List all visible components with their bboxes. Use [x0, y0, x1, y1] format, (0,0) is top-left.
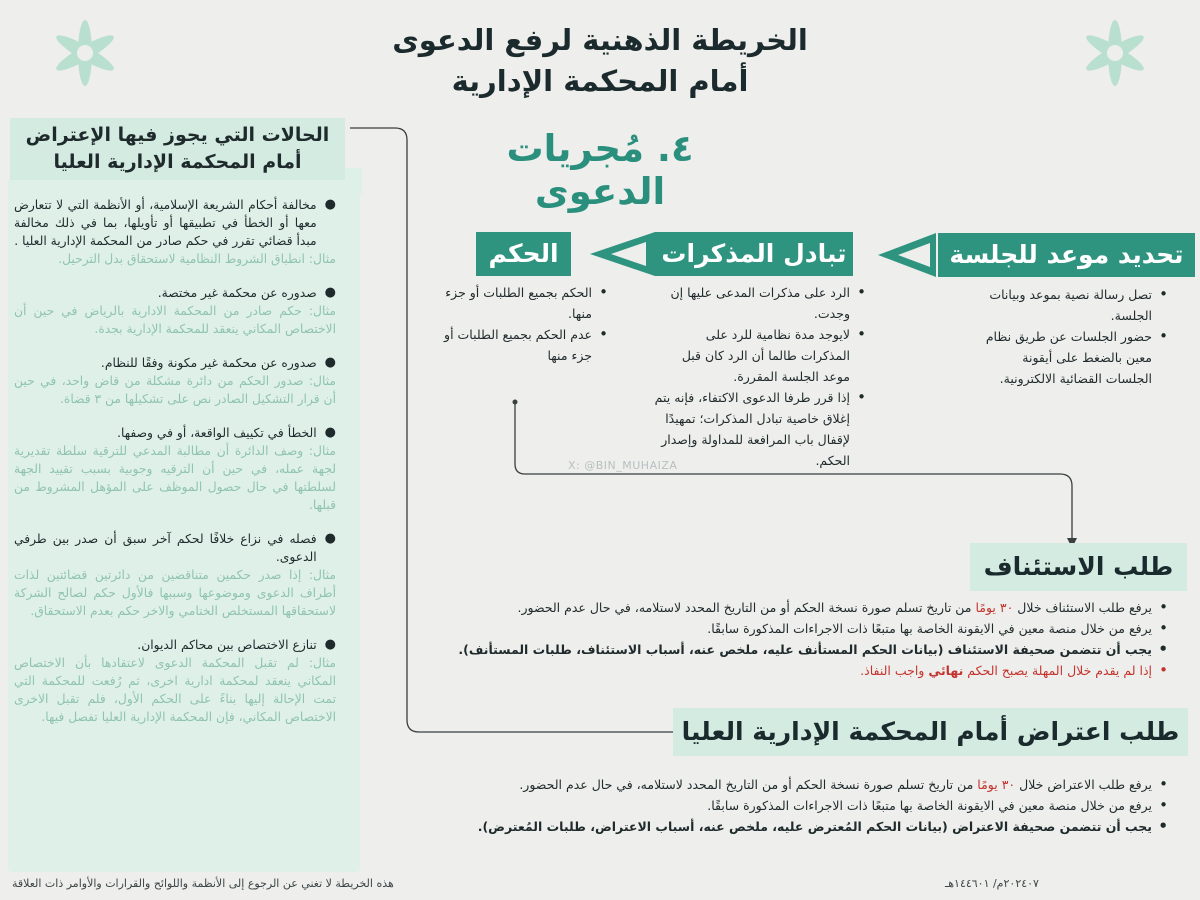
case-example: مثال: حكم صادر من المحكمة الادارية بالرياض في حين أن الاختصاص المكاني ينعقد للمحكمة الإدارية بجدة.	[14, 304, 336, 336]
case-text: صدوره عن محكمة غير مختصة.	[157, 286, 317, 300]
list-item: ● صدوره عن محكمة غير مختصة. مثال: حكم صادر من المحكمة الادارية بالرياض في حين أن الاختصاص المكاني ينعقد للمحكمة الإدارية بجدة.	[14, 285, 336, 336]
deadline-highlight: ٣٠ يومًا	[975, 600, 1014, 615]
list-item: ● صدوره عن محكمة غير مكونة وفقًا للنظام. مثال: صدور الحكم من دائرة مشكلة من قاض واحد، في حين أن قرار التشكيل الصادر نص على تشكيلها من ٣ قضاة.	[14, 355, 336, 406]
case-text: تنازع الاختصاص بين محاكم الديوان.	[137, 638, 317, 652]
case-example: مثال: صدور الحكم من دائرة مشكلة من قاض واحد، في حين أن قرار التشكيل الصادر نص على تشكيلها من ٣ قضاة.	[14, 374, 336, 406]
objection-bullets	[425, 774, 1170, 837]
list-item: • الحكم بجميع الطلبات أو جزء منها.	[420, 282, 610, 324]
list-item: • يرفع طلب الاستئناف خلال ٣٠ يومًا من تاريخ تسلم صورة نسخة الحكم أو من التاريخ المحدد لاستلامه، في حال عدم الحضور.	[425, 597, 1170, 618]
title-line-1: الخريطة الذهنية لرفع الدعوى	[392, 23, 808, 57]
list-item: ● مخالفة أحكام الشريعة الإسلامية، أو الأنظمة التي لا تتعارض معها أو الخطأ في تطبيقها أو تأويلها، بما في ذلك مخالفة مبدأ قضائي تقرر في حكم صادر من المحكمة الإدارية العليا . مثال: انطباق الشروط النظامية لاستحقاق بدل الترحيل.	[14, 197, 336, 266]
case-example: مثال: إذا صدر حكمين متناقضين من دائرتين قضائتين لذات أطراف الدعوى وموضوعها وسببها فالأول حكم لصالح الشركة لاستحقاقها المستخلص الختامي والاخر حكم بعدم الاستحقاق.	[14, 568, 336, 618]
footer-date: ٢٠٢٤٠٧م/ ١٤٤٦٠١هـ	[945, 877, 1039, 890]
list-item: • يرفع طلب الاعتراض خلال ٣٠ يومًا من تاريخ تسلم صورة نسخة الحكم أو من التاريخ المحدد لاستلامه، في حال عدم الحضور.	[425, 774, 1170, 795]
list-item: • يجب أن تتضمن صحيفة الاعتراض (بيانات الحكم المُعترض عليه، ملخص عنه، أسباب الاعتراض، طلبات المُعترض).	[425, 816, 1170, 837]
sidebar-list	[14, 196, 336, 742]
watermark: X: @BIN_MUHAIZA	[568, 459, 678, 472]
sidebar-heading-line-1: الحالات التي يجوز فيها الإعتراض	[25, 124, 330, 146]
step2-bullets	[653, 282, 868, 471]
footer-note: هذه الخريطة لا تغني عن الرجوع إلى الأنظمة واللوائح والقرارات والأوامر ذات العلاقة	[12, 877, 394, 890]
list-item: • حضور الجلسات عن طريق نظام معين بالضغط على أيقونة الجلسات القضائية الالكترونية.	[980, 326, 1170, 389]
list-item: • عدم الحكم بجميع الطلبات أو جزء منها	[420, 324, 610, 366]
case-text: صدوره عن محكمة غير مكونة وفقًا للنظام.	[100, 356, 317, 370]
list-item: • الرد على مذكرات المدعى عليها إن وجدت.	[653, 282, 868, 324]
title-line-2: أمام المحكمة الإدارية	[451, 64, 749, 98]
case-example: مثال: لم تقبل المحكمة الدعوى لاعتقادها بأن الاختصاص المكاني ينعقد لمحكمة ادارية اخرى، ثم رُفعت للمحكمة التي تمت الإحالة إليها بناءً على الحكم الأول، فلم تقبل الاخرى الاختصاص المكاني، فإن المحكمة الإدارية العليا تفصل فيها.	[14, 656, 336, 724]
arrow-cutout	[898, 243, 930, 267]
list-item: ● فصله في نزاع خلافًا لحكم آخر سبق أن صدر بين طرفي الدعوى. مثال: إذا صدر حكمين متناقضين من دائرتين قضائتين لذات أطراف الدعوى وموضوعها وسببها فالأول حكم لصالح الشركة لاستحقاقها المستخلص الختامي والاخر حكم بعدم الاستحقاق.	[14, 531, 336, 618]
section-title: ٤. مُجريات الدعوى	[506, 127, 694, 213]
list-item: • لايوجد مدة نظامية للرد على المذكرات طالما أن الرد كان قبل موعد الجلسة المقررة.	[653, 324, 868, 387]
step-schedule-session: تحديد موعد للجلسة	[938, 233, 1195, 277]
step-judgment: الحكم	[476, 232, 571, 276]
sidebar-heading	[10, 118, 345, 180]
appeal-bullets	[425, 597, 1170, 681]
list-item: • يرفع من خلال منصة معين في الايقونة الخاصة بها متبعًا ذات الاجراءات المذكورة سابقًا.	[425, 795, 1170, 816]
objection-heading: طلب اعتراض أمام المحكمة الإدارية العليا	[673, 708, 1188, 756]
step1-bullets	[980, 284, 1170, 389]
deadline-highlight: ٣٠ يومًا	[977, 777, 1016, 792]
list-item: • إذا قرر طرفا الدعوى الاكتفاء، فإنه يتم إغلاق خاصية تبادل المذكرات؛ تمهيدًا لإقفال باب المرافعة للمداولة وإصدار الحكم.	[653, 387, 868, 471]
list-item: • إذا لم يقدم خلال المهلة يصبح الحكم نهائي واجب النفاذ.	[425, 660, 1170, 681]
list-item: • تصل رسالة نصية بموعد وبيانات الجلسة.	[980, 284, 1170, 326]
arrow-cutout	[611, 242, 646, 266]
step3-bullets	[420, 282, 610, 366]
list-item: • يرفع من خلال منصة معين في الايقونة الخاصة بها متبعًا ذات الاجراءات المذكورة سابقًا.	[425, 618, 1170, 639]
step-exchange-memos: تبادل المذكرات	[655, 232, 853, 276]
case-example: مثال: انطباق الشروط النظامية لاستحقاق بدل الترحيل.	[58, 252, 336, 266]
case-text: مخالفة أحكام الشريعة الإسلامية، أو الأنظمة التي لا تتعارض معها أو الخطأ في تطبيقها أو تأويلها، بما في ذلك مخالفة مبدأ قضائي تقرر في حكم صادر من المحكمة الإدارية العليا .	[14, 198, 317, 248]
list-item: ● الخطأ في تكييف الواقعة، أو في وصفها. مثال: وصف الدائرة أن مطالبة المدعي للترقية سلطة تقديرية لجهة عمله، في حين أن الترقيه وجوبية بسبب تقييد الجهة لسلطتها في حال حصول الموظف على المؤهل المشروط من قبلها.	[14, 425, 336, 512]
list-item: ● تنازع الاختصاص بين محاكم الديوان. مثال: لم تقبل المحكمة الدعوى لاعتقادها بأن الاختصاص المكاني ينعقد لمحكمة ادارية اخرى، ثم رُفعت للمحكمة التي تمت الإحالة إليها بناءً على الحكم الأول، فلم تقبل الاخرى الاختصاص المكاني، فإن المحكمة الإدارية العليا تفصل فيها.	[14, 637, 336, 724]
appeal-heading: طلب الاستئناف	[970, 543, 1187, 591]
page-title	[330, 20, 870, 102]
case-example: مثال: وصف الدائرة أن مطالبة المدعي للترقية سلطة تقديرية لجهة عمله، في حين أن الترقيه وجوبية بسبب تقييد الجهة لسلطتها في حال حصول الموظف على المؤهل المشروط من قبلها.	[14, 444, 336, 512]
list-item: • يجب أن تتضمن صحيفة الاستئناف (بيانات الحكم المستأنف عليه، ملخص عنه، أسباب الاستئناف، طلبات المستأنف).	[425, 639, 1170, 660]
sidebar-heading-line-2: أمام المحكمة الإدارية العليا	[53, 151, 302, 173]
case-text: فصله في نزاع خلافًا لحكم آخر سبق أن صدر بين طرفي الدعوى.	[14, 532, 317, 564]
case-text: الخطأ في تكييف الواقعة، أو في وصفها.	[117, 426, 317, 440]
